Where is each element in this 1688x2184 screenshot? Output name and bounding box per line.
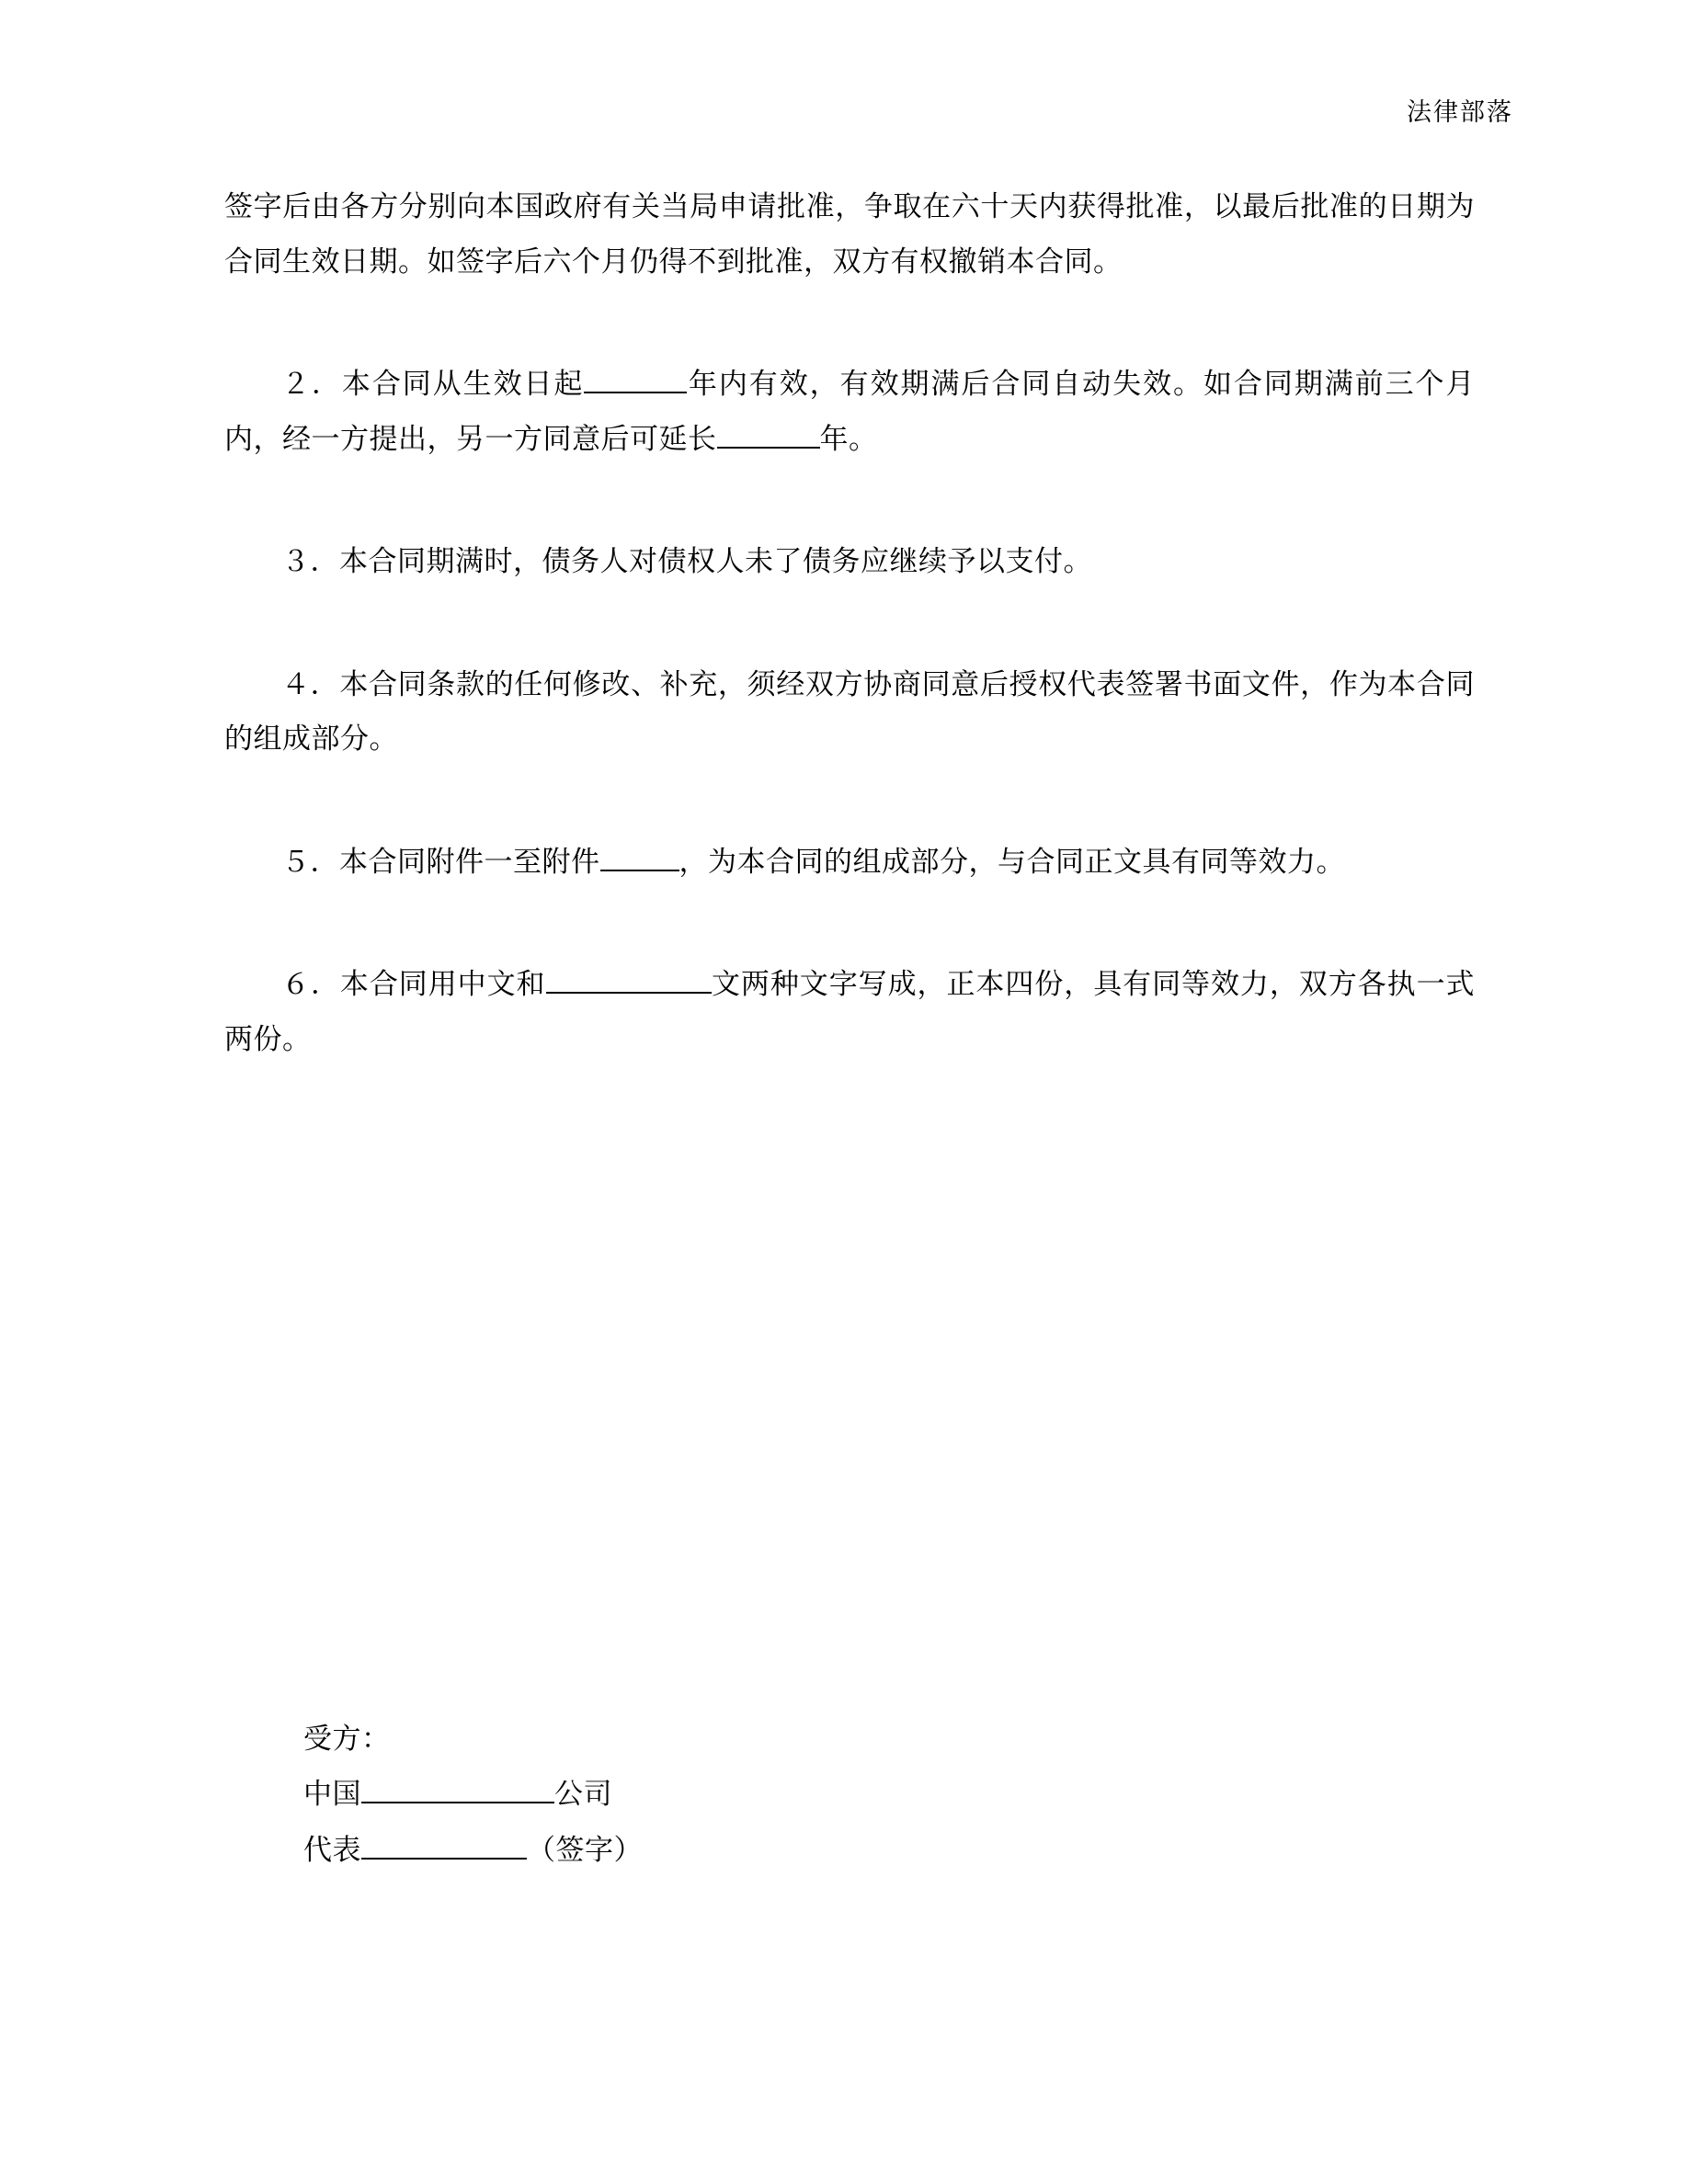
clause-text-part: 年。 (819, 422, 878, 456)
paragraph-text: 签字后由各方分别向本国政府有关当局申请批准，争取在六十天内获得批准，以最后批准的日期为合同生效日期。如签字后六个月仍得不到批准，双方有权撤销本合同。 (224, 190, 1475, 279)
fill-in-blank-years[interactable] (584, 392, 687, 393)
paragraph-clause-5 (224, 836, 1475, 891)
page-header-watermark: 法律部落 (1407, 98, 1513, 127)
paragraph-clause-6 (224, 958, 1475, 1067)
paragraph-clause-2 (224, 358, 1475, 467)
fill-in-blank-extension-years[interactable] (717, 447, 820, 449)
spacer (224, 590, 1475, 658)
fill-in-blank-annex-number[interactable] (600, 870, 679, 871)
paragraph-clause-4 (224, 658, 1475, 768)
company-prefix: 中国 (303, 1778, 361, 1812)
clause-text-part: ２．本合同从生效日起 (281, 368, 585, 402)
signature-party-label: 受方： (303, 1723, 391, 1756)
signature-representative-line (303, 1823, 1131, 1878)
spacer (224, 890, 1475, 958)
signature-company-line (303, 1767, 1131, 1822)
spacer (224, 768, 1475, 836)
clause-text-part: ４．本合同条款的任何修改、补充，须经双方协商同意后授权代表签署书面文件，作为本合同的组成部分。 (224, 667, 1475, 756)
clause-text-part: 文两种文字写成，正本四份，具有同等效力，双方各执一式两份。 (224, 968, 1476, 1056)
fill-in-blank-language[interactable] (546, 992, 712, 994)
company-suffix: 公司 (554, 1778, 612, 1812)
clause-text-part: ３．本合同期满时，债务人对债权人未了债务应继续予以支付。 (281, 545, 1092, 579)
spacer (224, 290, 1475, 358)
paragraph-clause-3 (224, 535, 1475, 590)
fill-in-blank-company-name[interactable] (361, 1802, 554, 1803)
signature-block (303, 1712, 1131, 1878)
fill-in-blank-representative[interactable] (361, 1858, 527, 1860)
rep-prefix: 代表 (303, 1833, 361, 1867)
rep-suffix: （签字） (527, 1833, 643, 1867)
clause-text-part: ６．本合同用中文和 (281, 968, 546, 1002)
clause-text-part: ，为本合同的组成部分，与合同正文具有同等效力。 (679, 845, 1345, 879)
clause-text-part: ５．本合同附件一至附件 (281, 845, 600, 879)
spacer (224, 467, 1475, 535)
document-body (224, 180, 1475, 1067)
paragraph-continuation (224, 180, 1475, 290)
clause-text-part: 年内有效，有效期满后合同自动失效。如合同期满前三个月内，经一方提出，另一方同意后可延长 (224, 368, 1476, 456)
